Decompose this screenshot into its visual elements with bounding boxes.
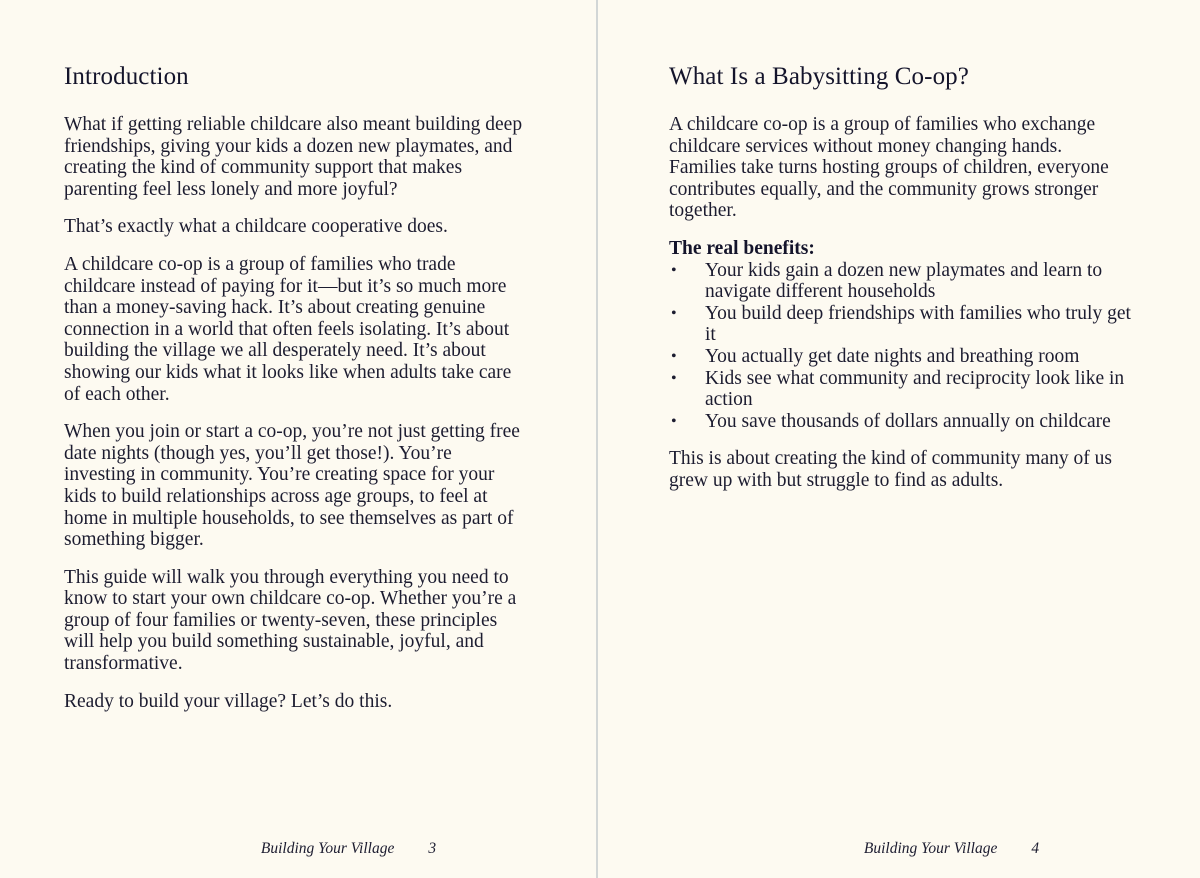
paragraph: Ready to build your village? Let’s do this.: [64, 690, 393, 712]
paragraph: This is about creating the kind of community many of us grew up with but struggle to find as adults.: [669, 448, 1113, 491]
list-item: [669, 303, 1131, 346]
list-item: [669, 411, 1131, 433]
bullet-icon: •: [671, 261, 677, 279]
list-item-label: You save thousands of dollars annually on childcare: [705, 410, 1111, 432]
list-item: [669, 368, 1131, 411]
page-right-content: [669, 0, 1131, 492]
bullet-icon: •: [671, 347, 677, 365]
list-item: [669, 346, 1131, 368]
page-title: What Is a Babysitting Co-op?: [669, 63, 969, 90]
paragraph: That’s exactly what a childcare cooperative does.: [64, 216, 448, 238]
paragraph: A childcare co-op is a group of families who trade childcare instead of paying for it—but it’s so much more than a money-saving hack. It’s about creating genuine connection in a world that often feels isolating. It’s about building the village we all desperately need. It’s about showing our kids what it looks like when adults take care of each other.: [64, 253, 512, 405]
page-footer-right: [597, 840, 1200, 858]
list-item-label: You actually get date nights and breathing room: [705, 345, 1080, 367]
paragraph: This guide will walk you through everything you need to know to start your own childcare co-op. Whether you’re a group of four families or twenty-seven, these principles will help you build something sustainable, joyful, and transformative.: [64, 566, 517, 675]
list-item-label: Your kids gain a dozen new playmates and learn to navigate different households: [705, 259, 1103, 303]
benefits-list: [669, 260, 1131, 433]
page-footer-left: [0, 840, 647, 858]
page-title: Introduction: [64, 63, 189, 90]
paragraph: A childcare co-op is a group of families who exchange childcare services without money changing hands. Families take turns hosting groups of children, everyone contributes equally, and the community grows stronger together.: [669, 114, 1109, 222]
footer-page-number: 4: [1031, 840, 1040, 857]
page-left: [0, 0, 597, 878]
bullet-icon: •: [671, 412, 677, 430]
page-right: [597, 0, 1194, 878]
page-left-content: [64, 0, 526, 712]
bullet-icon: •: [671, 369, 677, 387]
list-item-label: Kids see what community and reciprocity look like in action: [705, 367, 1125, 411]
footer-page-number: 3: [428, 840, 437, 857]
benefits-label: The real benefits:: [669, 237, 815, 259]
list-item: [669, 260, 1131, 303]
footer-book-title: Building Your Village: [260, 840, 395, 857]
paragraph: What if getting reliable childcare also meant building deep friendships, giving your kids a dozen new playmates, and creating the kind of community support that makes parenting feel less lonely and more joyful?: [64, 114, 523, 200]
footer-book-title: Building Your Village: [863, 840, 998, 857]
paragraph: When you join or start a co-op, you’re not just getting free date nights (though yes, you’ll get those!). You’re investing in community. You’re creating space for your kids to build relationships across age groups, to feel at home in multiple households, to see themselves as part of something bigger.: [64, 421, 520, 551]
list-item-label: You build deep friendships with families who truly get it: [705, 302, 1131, 346]
bullet-icon: •: [671, 304, 677, 322]
